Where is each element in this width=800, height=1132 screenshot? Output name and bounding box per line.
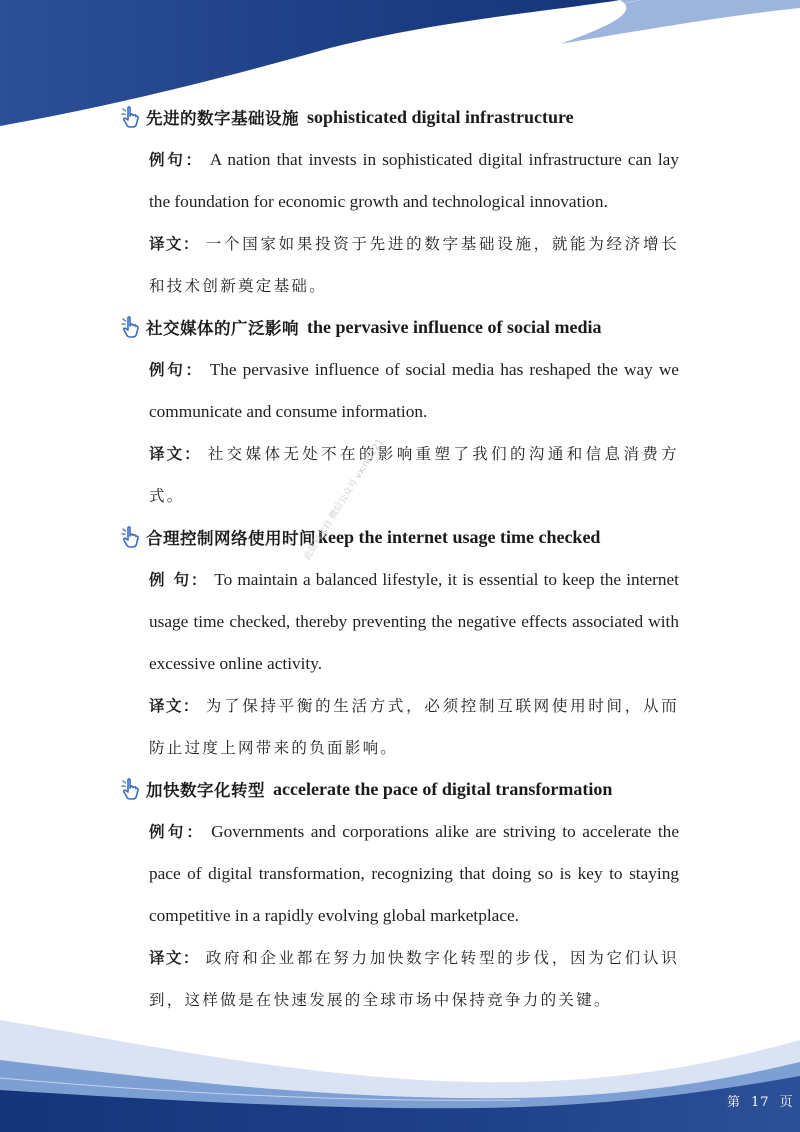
translation-label: 译文：: [149, 235, 200, 253]
phrase-title-english: accelerate the pace of digital transformation: [273, 778, 613, 799]
phrase-title-english: sophisticated digital infrastructure: [307, 106, 574, 127]
translation-label: 译文：: [149, 697, 200, 715]
page-number: [722, 1091, 799, 1110]
translation: [149, 937, 679, 1021]
page-number-value: 17: [751, 1095, 770, 1110]
pointing-hand-icon: [120, 525, 142, 549]
pointing-hand-icon: [120, 315, 142, 339]
phrase-heading: [120, 313, 601, 341]
translation-label: 译文：: [149, 949, 200, 967]
translation-text: 社交媒体无处不在的影响重塑了我们的沟通和信息消费方式。: [149, 445, 679, 505]
translation-text: 为了保持平衡的生活方式，必须控制互联网使用时间，从而防止过度上网带来的负面影响。: [149, 697, 679, 757]
pointing-hand-icon: [120, 105, 142, 129]
example-sentence: [149, 349, 679, 433]
example-label: 例句：: [149, 361, 204, 379]
translation: [149, 223, 679, 307]
watermark: 此资料来自 微信公众号 vx:ni5221: [302, 437, 386, 562]
translation-text: 政府和企业都在努力加快数字化转型的步伐，因为它们认识到，这样做是在快速发展的全球市场中保持竞争力的关键。: [149, 949, 679, 1009]
phrase-title-chinese: 加快数字化转型: [146, 781, 265, 800]
translation: [149, 433, 679, 517]
phrase-title-chinese: 社交媒体的广泛影响: [146, 319, 299, 338]
example-text: A nation that invests in sophisticated digital infrastructure can lay the foundation for economic growth and technological innovation.: [149, 150, 679, 211]
page-suffix: 页: [779, 1095, 794, 1110]
pointing-hand-icon: [120, 777, 142, 801]
phrase-heading: [120, 103, 574, 131]
example-label: 例句：: [149, 823, 206, 841]
phrase-title-chinese: 合理控制网络使用时间: [146, 529, 316, 548]
example-label: 例 句：: [149, 571, 209, 589]
phrase-title-english: the pervasive influence of social media: [307, 316, 602, 337]
example-sentence: [149, 559, 679, 685]
example-text: To maintain a balanced lifestyle, it is essential to keep the internet usage time checked, thereby preventing the negative effects associated with excessive online activity.: [149, 570, 679, 673]
phrase-heading: [120, 775, 612, 803]
page-prefix: 第: [727, 1095, 742, 1110]
translation: [149, 685, 679, 769]
example-sentence: [149, 139, 679, 223]
phrase-title-chinese: 先进的数字基础设施: [146, 109, 299, 128]
phrase-title-english: keep the internet usage time checked: [318, 526, 601, 547]
example-text: Governments and corporations alike are striving to accelerate the pace of digital transformation, recognizing that doing so is key to staying competitive in a rapidly evolving global marketplace.: [149, 822, 679, 925]
translation-text: 一个国家如果投资于先进的数字基础设施，就能为经济增长和技术创新奠定基础。: [149, 235, 679, 295]
example-sentence: [149, 811, 679, 937]
phrase-heading: [120, 523, 600, 551]
example-label: 例句：: [149, 151, 204, 169]
example-text: The pervasive influence of social media has reshaped the way we communicate and consume information.: [149, 360, 679, 421]
translation-label: 译文：: [149, 445, 202, 463]
